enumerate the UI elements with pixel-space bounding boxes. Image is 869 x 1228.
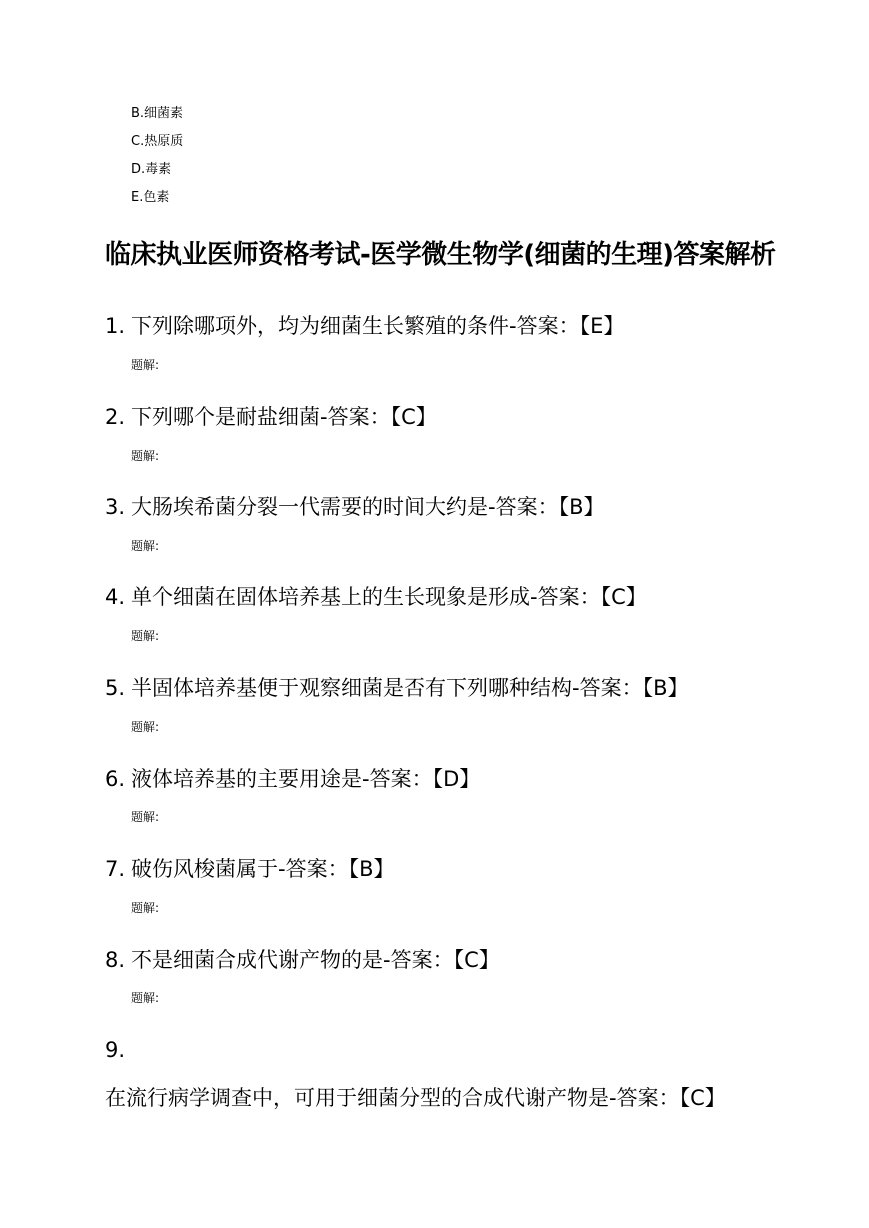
question-3 — [105, 493, 605, 521]
explanation-label: 题解: — [131, 629, 160, 643]
section-title: 临床执业医师资格考试-医学微生物学(细菌的生理)答案解析 — [105, 240, 776, 270]
question-text: 半固体培养基便于观察细菌是否有下列哪种结构-答案：【B】 — [131, 676, 689, 700]
option-e: E.色素 — [131, 190, 170, 205]
option-b: B.细菌素 — [131, 106, 184, 121]
question-text: 大肠埃希菌分裂一代需要的时间大约是-答案：【B】 — [131, 495, 605, 519]
question-text: 不是细菌合成代谢产物的是-答案：【C】 — [131, 948, 500, 972]
question-text: 下列哪个是耐盐细菌-答案：【C】 — [131, 405, 437, 429]
question-8 — [105, 946, 500, 974]
question-number: 2. — [105, 405, 126, 429]
question-2 — [105, 403, 437, 431]
question-text: 单个细菌在固体培养基上的生长现象是形成-答案：【C】 — [131, 585, 647, 609]
question-text: 在流行病学调查中，可用于细菌分型的合成代谢产物是-答案：【C】 — [105, 1086, 726, 1110]
question-text: 液体培养基的主要用途是-答案：【D】 — [131, 767, 481, 791]
question-number: 7. — [105, 857, 126, 881]
question-number: 1. — [105, 314, 126, 338]
explanation-label: 题解: — [131, 449, 160, 463]
question-5 — [105, 674, 689, 702]
option-c: C.热原质 — [131, 134, 184, 149]
question-number: 8. — [105, 948, 126, 972]
question-text: 破伤风梭菌属于-答案：【B】 — [131, 857, 395, 881]
question-7 — [105, 855, 395, 883]
explanation-label: 题解: — [131, 720, 160, 734]
explanation-label: 题解: — [131, 539, 160, 553]
option-d: D.毒素 — [131, 162, 172, 177]
question-number: 5. — [105, 676, 126, 700]
question-9 — [105, 1026, 745, 1122]
question-1 — [105, 312, 624, 340]
question-number: 9. — [105, 1038, 126, 1062]
question-number: 4. — [105, 585, 126, 609]
question-text: 下列除哪项外，均为细菌生长繁殖的条件-答案：【E】 — [131, 314, 625, 338]
explanation-label: 题解: — [131, 991, 160, 1005]
explanation-label: 题解: — [131, 358, 160, 372]
question-number: 6. — [105, 767, 126, 791]
question-6 — [105, 765, 480, 793]
explanation-label: 题解: — [131, 810, 160, 824]
explanation-label: 题解: — [131, 901, 160, 915]
question-number: 3. — [105, 495, 126, 519]
question-4 — [105, 583, 647, 611]
